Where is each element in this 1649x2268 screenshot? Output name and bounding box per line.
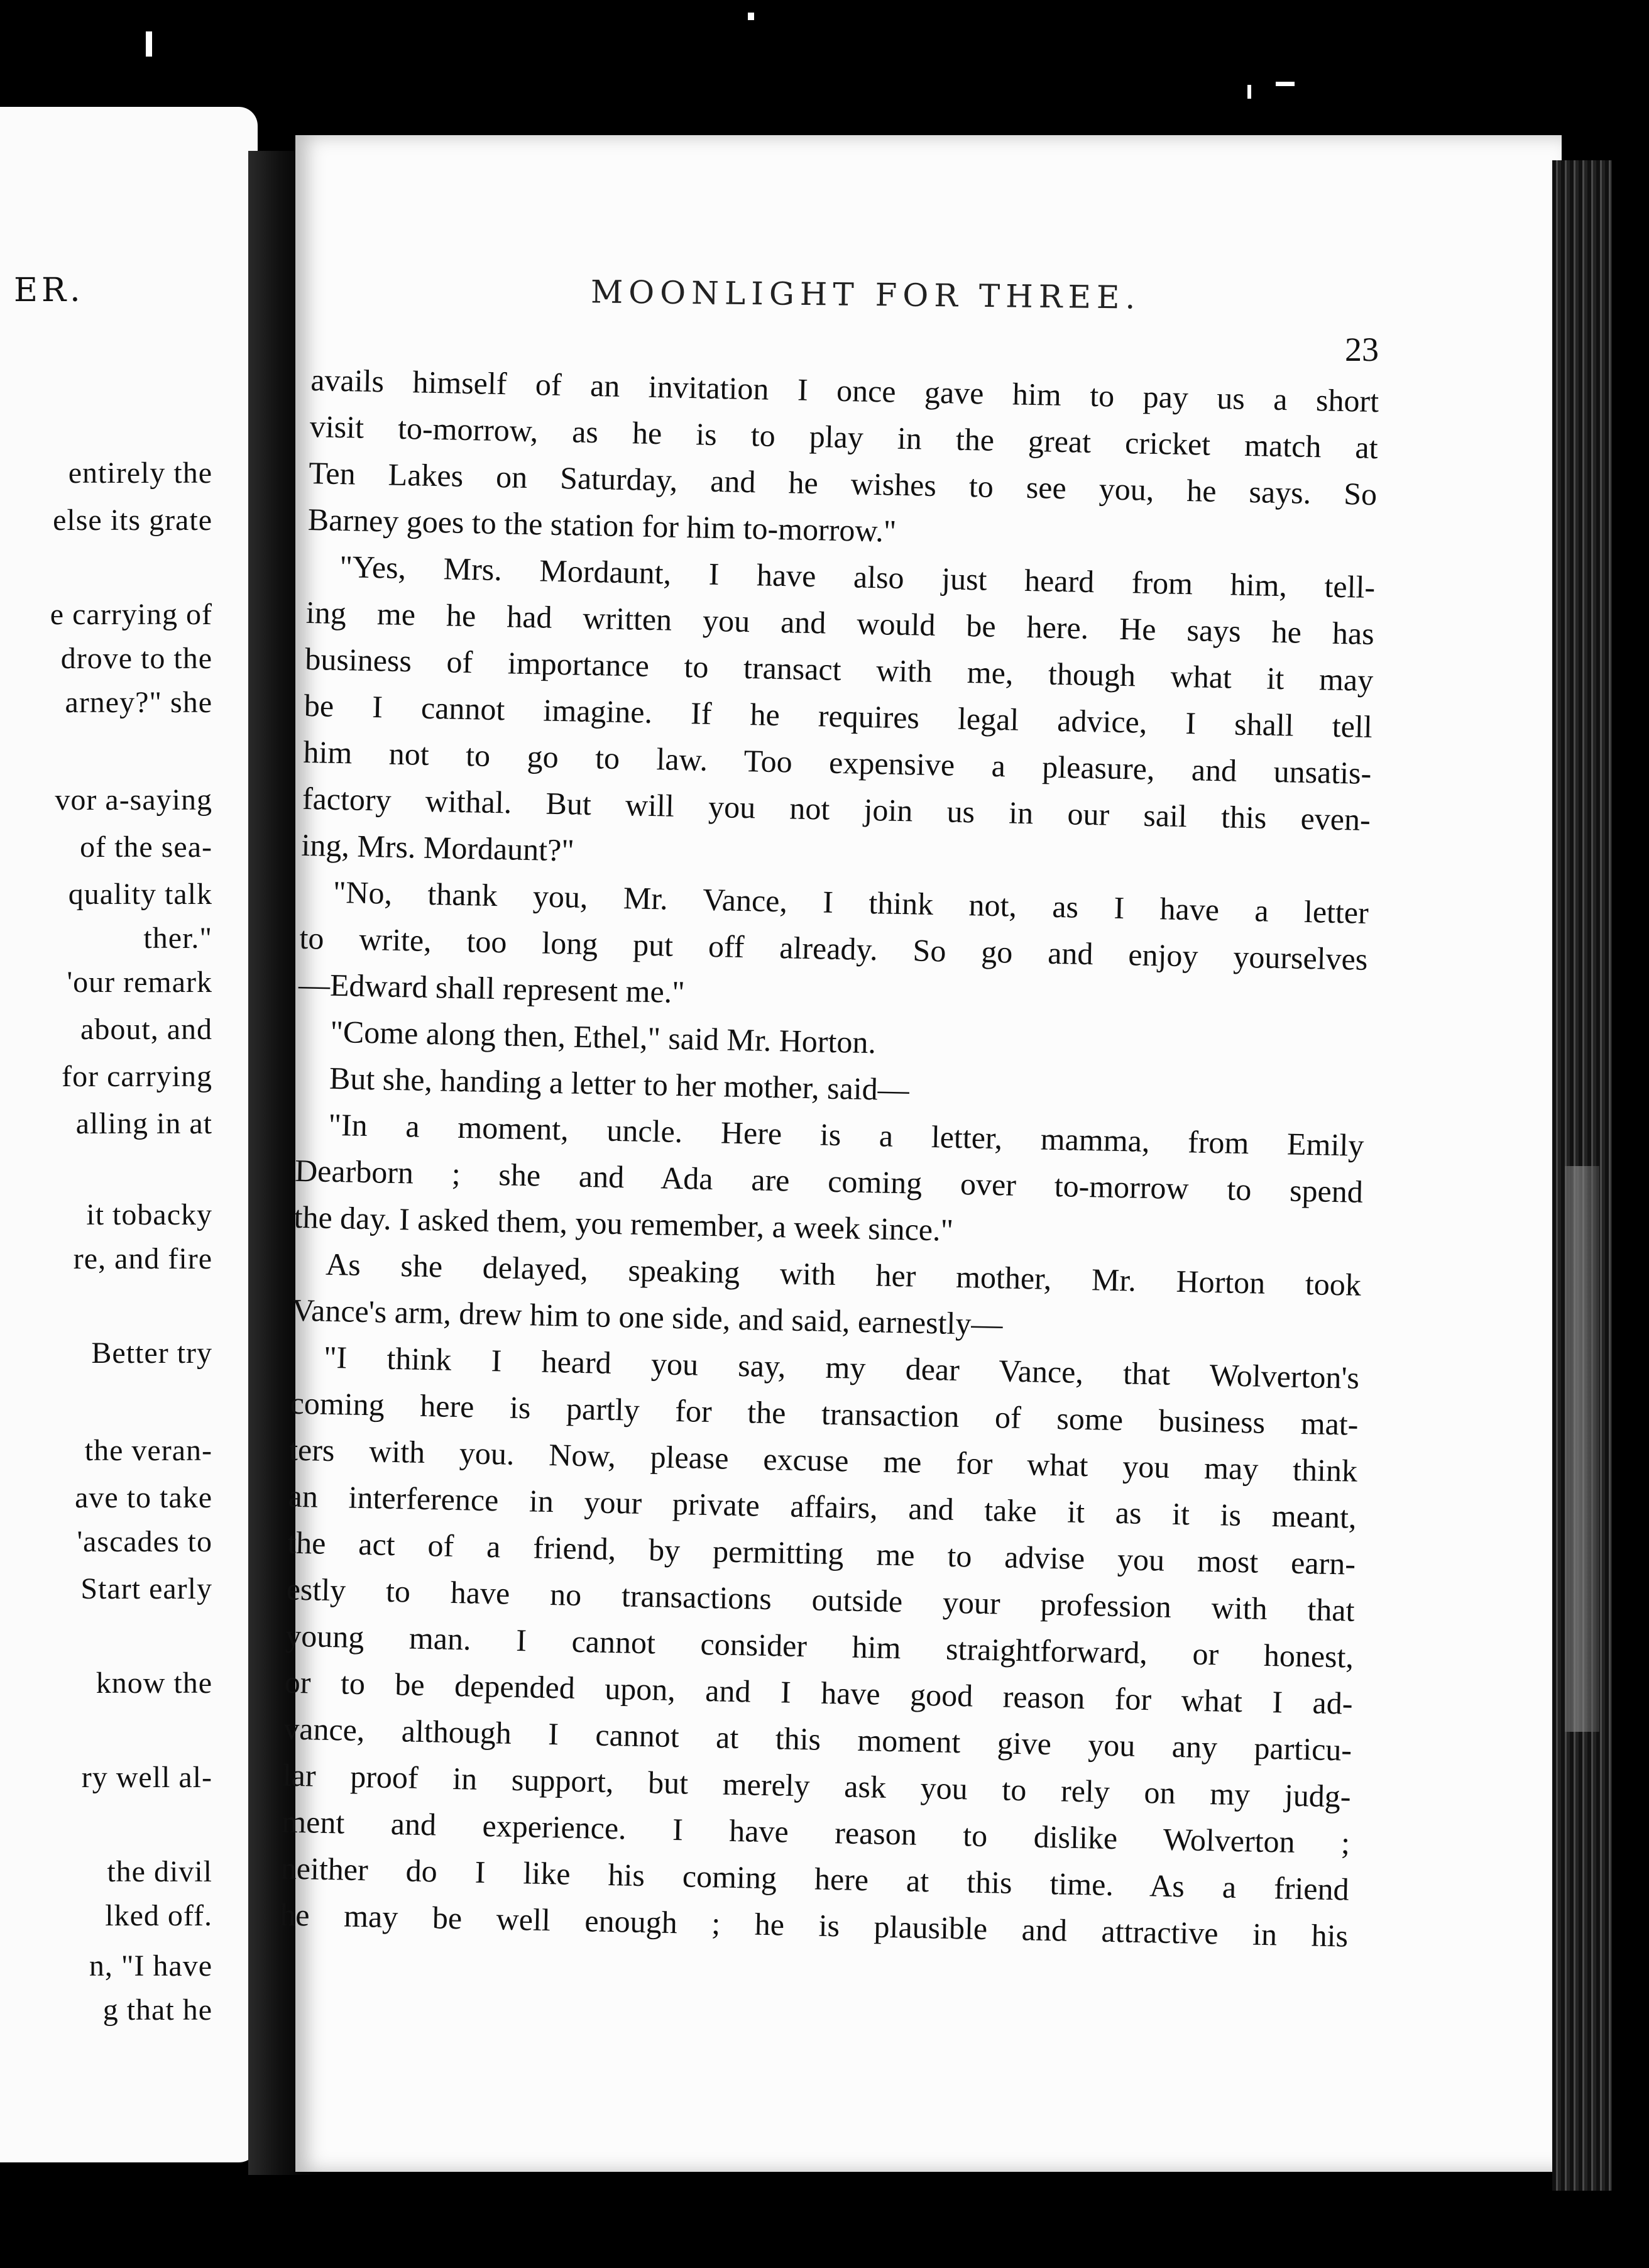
- text-line: "In a moment, uncle. Here is a letter, mamma, from Emily: [328, 1106, 1364, 1163]
- left-page-line: else its grate: [53, 504, 212, 537]
- text-line: vance, although I cannot at this moment give you any particu-: [283, 1710, 1352, 1768]
- text-line: "I think I heard you say, my dear Vance, that Wolverton's: [323, 1339, 1360, 1395]
- text-line: ing me he had written you and would be here. He says he has: [305, 594, 1375, 652]
- text-line: Barney goes to the station for him to-morrow.": [307, 501, 897, 549]
- left-page-line: arney?" she: [65, 686, 212, 719]
- page-number: 23: [1345, 331, 1379, 368]
- text-line: —Edward shall represent me.": [298, 966, 686, 1010]
- left-page-line: the veran-: [84, 1434, 212, 1467]
- text-line: ing, Mrs. Mordaunt?": [301, 827, 575, 868]
- left-page-line: Better try: [91, 1336, 212, 1370]
- scan-speck: [146, 31, 152, 57]
- text-line: Dearborn ; she and Ada are coming over to-morrow to spend: [294, 1152, 1364, 1209]
- text-line: avails himself of an invitation I once gave him to pay us a short: [310, 361, 1379, 419]
- text-line: As she delayed, speaking with her mother, Mr. Horton took: [325, 1246, 1362, 1302]
- text-line: young man. I cannot consider him straightforward, or honest,: [285, 1617, 1354, 1675]
- text-line: "Come along then, Ethel," said Mr. Horton.: [330, 1013, 877, 1060]
- text-line: an interference in your private affairs, and take it as it is meant,: [288, 1478, 1357, 1535]
- text-line: neither do I like his coming here at this time. As a friend: [280, 1850, 1350, 1907]
- left-page-line: for carrying: [62, 1060, 212, 1093]
- left-page-line: ave to take: [75, 1481, 212, 1514]
- left-page-line: of the sea-: [80, 830, 212, 864]
- text-line: lar proof in support, but merely ask you to rely on my judg-: [282, 1757, 1352, 1814]
- text-line: visit to-morrow, as he is to play in the great cricket match at: [309, 408, 1379, 466]
- left-page: [0, 107, 258, 2162]
- left-page-line: Start early: [80, 1572, 212, 1605]
- text-line: Ten Lakes on Saturday, and he wishes to see you, he says. So: [308, 454, 1378, 512]
- left-page-line: quality talk: [68, 878, 212, 911]
- left-page-line: ry well al-: [81, 1761, 212, 1794]
- text-line: he may be well enough ; he is plausible and attractive in his: [279, 1896, 1349, 1954]
- left-page-line: entirely the: [68, 456, 212, 490]
- text-line: But she, handing a letter to her mother, said—: [329, 1060, 910, 1108]
- left-page-line: 'ascades to: [77, 1525, 212, 1558]
- text-line: Vance's arm, drew him to one side, and said, earnestly—: [292, 1292, 1003, 1342]
- left-page-line: g that he: [102, 1993, 212, 2027]
- text-line: ters with you. Now, please excuse me for what you may think: [288, 1431, 1358, 1489]
- left-page-line: drove to the: [60, 642, 212, 675]
- left-page-line: alling in at: [75, 1107, 212, 1140]
- text-line: the day. I asked them, you remember, a week since.": [293, 1199, 954, 1248]
- left-page-line: lked off.: [105, 1899, 212, 1932]
- text-line: estly to have no transactions outside your profession with that: [286, 1571, 1356, 1628]
- text-line: factory withal. But will you not join us in our sail this even-: [302, 780, 1371, 837]
- text-line: or to be depended upon, and I have good reason for what I ad-: [284, 1664, 1354, 1721]
- left-page-line: the divil: [107, 1855, 212, 1888]
- text-line: be I cannot imagine. If he requires legal advice, I shall tell: [304, 687, 1373, 745]
- scan-speck: [1247, 85, 1251, 99]
- left-page-line: about, and: [80, 1013, 212, 1046]
- left-page-line: e carrying of: [50, 598, 212, 631]
- text-line: ment and experience. I have reason to dislike Wolverton ;: [281, 1803, 1350, 1861]
- text-line: the act of a friend, by permitting me to advise you most earn-: [287, 1524, 1356, 1582]
- left-page-line: ther.": [143, 922, 212, 955]
- text-line: coming here is partly for the transaction of some business mat-: [290, 1385, 1359, 1442]
- body-text: [280, 361, 1379, 1964]
- left-page-line: it tobacky: [86, 1198, 212, 1231]
- scan-speck: [748, 13, 754, 20]
- left-page-line: 'our remark: [67, 966, 212, 999]
- left-page-line: know the: [96, 1666, 212, 1700]
- left-page-line: n, "I have: [89, 1949, 212, 1983]
- text-line: to write, too long put off already. So go and enjoy yourselves: [299, 920, 1368, 977]
- page-edges: [1552, 160, 1612, 2191]
- running-head: MOONLIGHT FOR THREE.: [590, 273, 1141, 316]
- text-line: business of importance to transact with me, though what it may: [304, 641, 1374, 698]
- left-page-line: vor a-saying: [55, 783, 212, 817]
- text-line: "No, thank you, Mr. Vance, I think not, as I have a letter: [332, 874, 1369, 930]
- scan-speck: [1276, 82, 1295, 86]
- text-line: him not to go to law. Too expensive a pleasure, and unsatis-: [302, 734, 1372, 791]
- left-running-head: ER.: [14, 272, 84, 309]
- left-page-line: re, and fire: [73, 1242, 212, 1275]
- text-line: "Yes, Mrs. Mordaunt, I have also just heard from him, tell-: [339, 548, 1376, 605]
